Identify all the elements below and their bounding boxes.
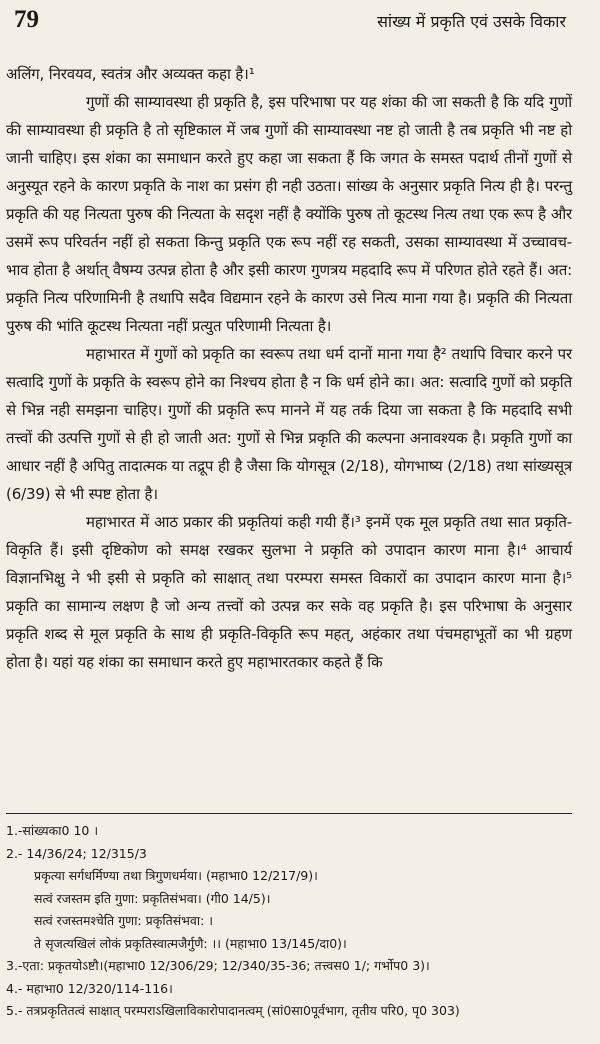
paragraph: महाभारत में गुणों को प्रकृति का स्वरूप तथा धर्म दानों माना गया है² तथापि विचार करने पर सत्वादि गुणों के प्रकृति के स्वरूप होने का निश्चय होता है न कि धर्म होने का। अत: सत्वादि गुणों को प्रकृति से भिन्न नही समझना चाहिए। गुणों की प्रकृति रूप मानने में यह तर्क दिया जा सकता है कि महदादि सभी तत्त्वों की उत्पत्ति गुणों से ही हो जाती अत: गुणों से भिन्न प्रकृति की कल्पना अनावश्यक है। प्रकृति गुणों का आधार नहीं है अपितु तादात्मक या तद्रूप ही है जैसा कि योगसूत्र (2/18), योगभाष्य (2/18) तथा सांख्यसूत्र (6/39) से भी स्पष्ट होता है। (6, 345, 572, 503)
footnote-quote: सत्वं रजस्तमश्चेति गुणा: प्रकृतिसंभवा: । (34, 913, 214, 928)
footnote: 4.- महाभा0 12/320/114-116। (6, 980, 173, 996)
page-header (6, 0, 572, 48)
footnote-quote: ते सृजत्यखिलं लोकं प्रकृतिस्वात्मजैर्गुणै: ।। (महाभा0 13/145/दा0)। (34, 935, 347, 951)
footnote: 2.- 14/36/24; 12/315/3 (6, 845, 147, 861)
footnote: 5.- तत्रप्रकृतितत्वं साक्षात् परम्पराऽखिलाविकारोपादानत्वम् (सां0सा0पूर्वभाग, तृतीय परि0, पृ0 303) (6, 1003, 460, 1018)
footnotes (6, 820, 572, 1023)
paragraph: अलिंग, निरवयव, स्वतंत्र और अव्यक्त कहा है।¹ (6, 65, 255, 83)
footnote-quote: सत्वं रजस्तम इति गुणा: प्रकृतिसंभवा। (गी0 14/5)। (34, 890, 271, 906)
page-number: 79 (14, 6, 39, 33)
footnote: 1.-सांख्यका0 10 । (6, 823, 99, 838)
paragraph: गुणों की साम्यावस्था ही प्रकृति है, इस परिभाषा पर यह शंका की जा सकती है कि यदि गुणों की साम्यावस्था ही प्रकृति है तो सृष्टिकाल में जब गुणों की साम्यावस्था नष्ट हो जाती है तब प्रकृति भी नष्ट हो जानी चाहिए। इस शंका का समाधान करते हुए कहा जा सकता हैं कि जगत के समस्त पदार्थ तीनों गुणों से अनुस्यूत रहने के कारण प्रकृति के नाश का प्रसंग ही नही उठता। सांख्य के अनुसार प्रकृति नित्य ही है। परन्तु प्रकृति की यह नित्यता पुरुष की नित्यता के सदृश नहीं है क्योंकि पुरुष तो कूटस्थ नित्य तथा एक रूप है और उसमें रूप परिवर्तन नहीं हो सकता किन्तु प्रकृति एक रूप नहीं रह सकती, उसका साम्यावस्था में उच्चावच-भाव होता है अर्थात् वैषम्य उत्पन्न होता है और इसी कारण गुणत्रय महदादि रूप में परिणत होते रहते हैं। अत: प्रकृति नित्य परिणामिनी है तथापि सदैव विद्यमान रहने के कारण उसे नित्य माना गया है। प्रकृति की नित्यता पुरुष की भांति कूटस्थ नित्यता नहीं प्रत्युत परिणामी नित्यता है। (6, 93, 572, 335)
footnote: 3.-एता: प्रकृतयोऽष्टौ।(महाभा0 12/306/29; 12/340/35-36; तत्त्वस0 1/; गर्भोप0 3)। (6, 958, 430, 973)
running-head-title: सांख्य में प्रकृति एवं उसके विकार (377, 12, 566, 31)
paragraph: महाभारत में आठ प्रकार की प्रकृतियां कही गयी हैं।³ इनमें एक मूल प्रकृति तथा सात प्रकृति-विकृति हैं। इसी दृष्टिकोण को समक्ष रखकर सुलभा ने प्रकृति को उपादान कारण माना है।⁴ आचार्य विज्ञानभिक्षु ने भी इसी से प्रकृति को साक्षात् तथा परम्परा समस्त विकारों का उपादान कारण माना है।⁵ प्रकृति का सामान्य लक्षण है जो अन्य तत्त्वों को उत्पन्न कर सके वह प्रकृति है। इस परिभाषा के अनुसार प्रकृति शब्द से मूल प्रकृति के साथ ही प्रकृति-विकृति रूप महत्, अहंकार तथा पंचमहाभूतों का भी ग्रहण होता है। यहां यह शंका का समाधान करते हुए महाभारतकार कहते हैं कि (6, 513, 572, 671)
footnote-divider (6, 813, 572, 814)
main-text (6, 60, 572, 676)
footnote-quote: प्रकृत्या सर्गधर्मिण्या तथा त्रिगुणधर्मया। (महाभा0 12/217/9)। (34, 868, 318, 883)
